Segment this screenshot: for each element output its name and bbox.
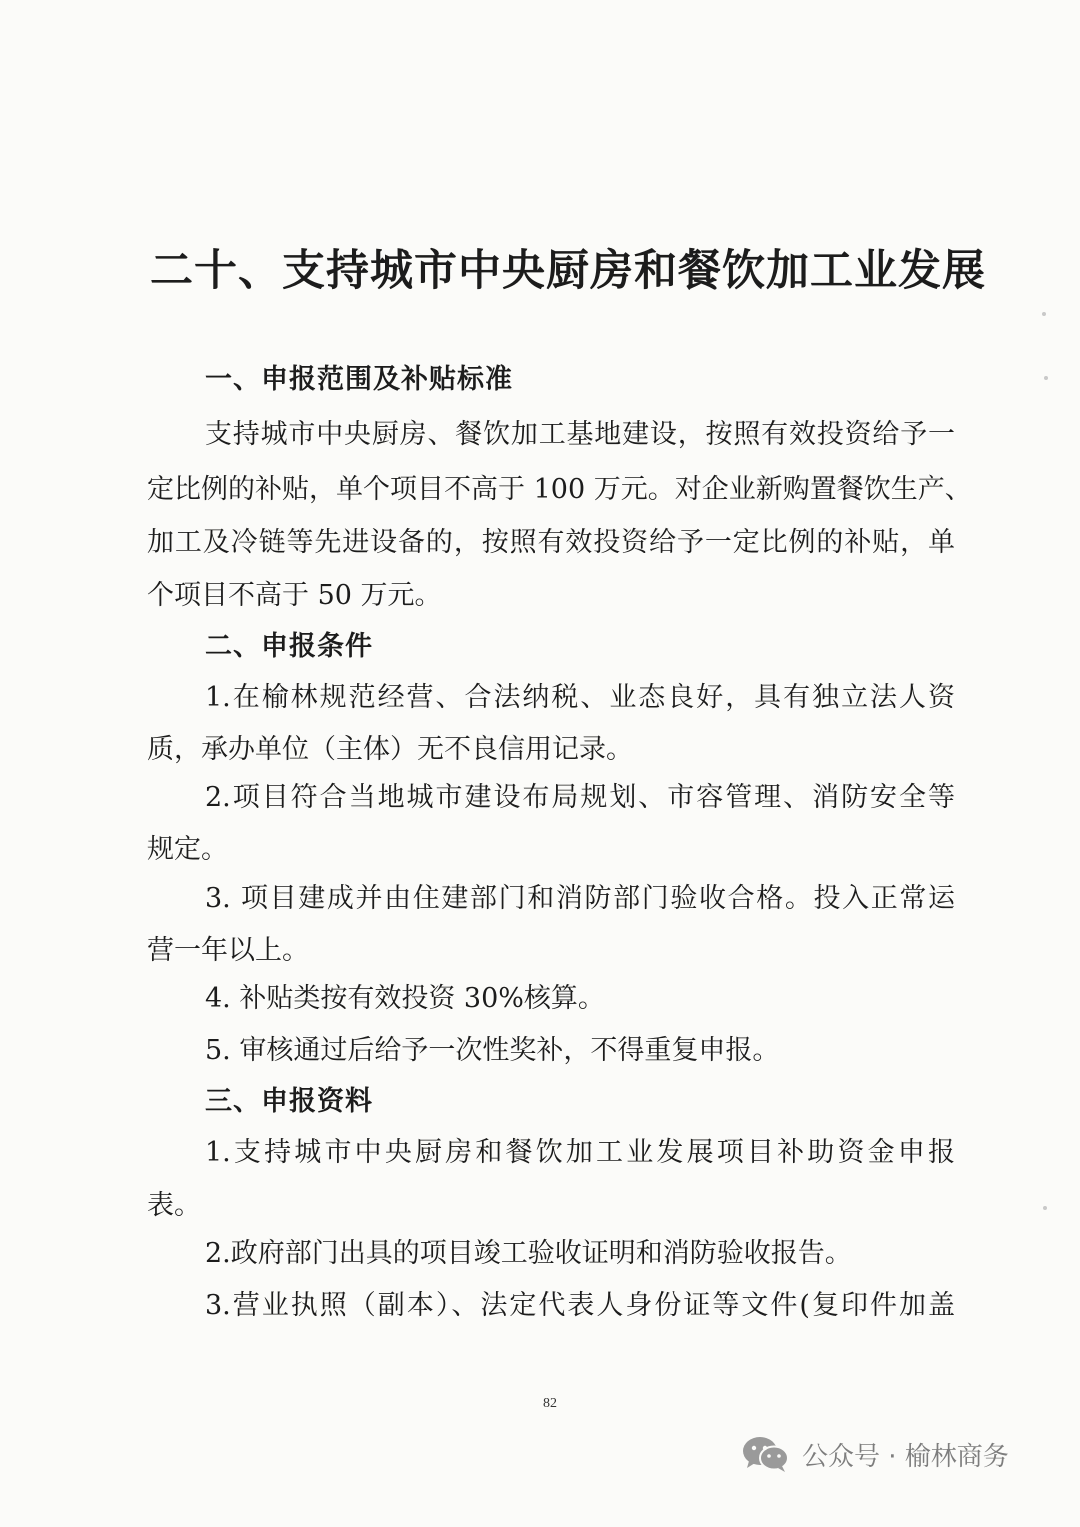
section-heading-conditions: 二、申报条件: [205, 631, 373, 662]
paragraph-line: 营一年以上。: [147, 935, 309, 966]
watermark-text: 公众号 · 榆林商务: [802, 1441, 1009, 1472]
page-title: 二十、支持城市中央厨房和餐饮加工业发展: [150, 246, 986, 296]
paragraph-line: 定比例的补贴，单个项目不高于 100 万元。对企业新购置餐饮生产、: [147, 474, 972, 505]
paragraph-line: 质，承办单位（主体）无不良信用记录。: [147, 734, 633, 765]
wechat-watermark: [740, 1430, 1009, 1478]
section-heading-materials: 三、申报资料: [205, 1086, 373, 1117]
paragraph-line: 1.在榆林规范经营、合法纳税、业态良好，具有独立法人资: [205, 682, 955, 713]
paragraph-line: 4. 补贴类按有效投资 30%核算。: [205, 983, 605, 1014]
paragraph-line: 规定。: [147, 834, 228, 865]
paragraph-line: 个项目不高于 50 万元。: [147, 580, 442, 611]
scan-speck: [1043, 1206, 1047, 1210]
paragraph-line: 5. 审核通过后给予一次性奖补，不得重复申报。: [205, 1035, 780, 1066]
paragraph-line: 2.政府部门出具的项目竣工验收证明和消防验收报告。: [205, 1238, 852, 1269]
scan-speck: [1042, 312, 1046, 316]
page-number: 82: [543, 1396, 557, 1411]
paragraph-line: 支持城市中央厨房、餐饮加工基地建设，按照有效投资给予一: [205, 419, 955, 450]
paragraph-line: 表。: [147, 1190, 201, 1221]
paragraph-line: 1.支持城市中央厨房和餐饮加工业发展项目补助资金申报: [205, 1137, 955, 1168]
scan-speck: [1044, 376, 1048, 380]
paragraph-line: 2.项目符合当地城市建设布局规划、市容管理、消防安全等: [205, 782, 955, 813]
paragraph-line: 3.营业执照（副本）、法定代表人身份证等文件(复印件加盖: [205, 1290, 955, 1321]
paragraph-line: 加工及冷链等先进设备的，按照有效投资给予一定比例的补贴，单: [147, 527, 955, 558]
section-heading-scope: 一、申报范围及补贴标准: [205, 364, 513, 395]
wechat-icon: [740, 1434, 792, 1474]
paragraph-line: 3. 项目建成并由住建部门和消防部门验收合格。投入正常运: [205, 883, 955, 914]
